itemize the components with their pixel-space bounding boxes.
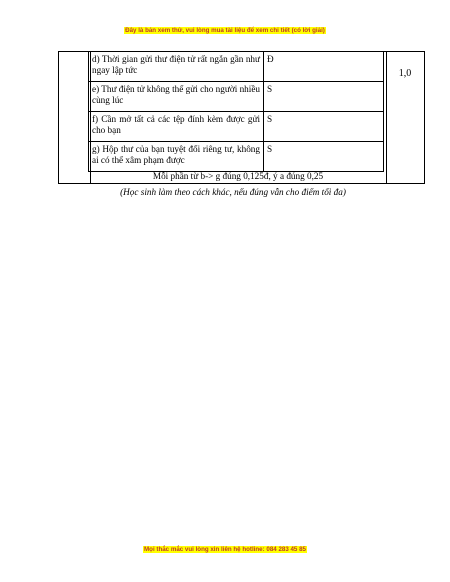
score-value: 1,0 <box>398 68 412 79</box>
contact-hotline-banner <box>0 546 450 553</box>
grading-footnote: (Học sinh làm theo cách khác, nếu đúng vẫn cho điểm tối đa) <box>120 187 346 197</box>
statement-cell: e) Thư điện tử không thể gửi cho người nhiều cùng lúc <box>89 82 264 112</box>
scoring-note: Mỗi phần từ b-> g đúng 0,125đ, ý a đúng 0,25 <box>152 171 324 181</box>
true-false-table <box>88 51 384 172</box>
table-row <box>89 52 384 82</box>
answer-cell: Đ <box>264 52 384 82</box>
preview-notice-text: Đây là bản xem thử, vui lòng mua tài liệu để xem chi tiết (có lời giải) <box>125 27 325 34</box>
table-row <box>89 82 384 112</box>
answer-cell: S <box>264 112 384 142</box>
statement-cell: g) Hộp thư của bạn tuyệt đối riêng tư, không ai có thể xâm phạm được <box>89 142 264 172</box>
statement-cell: f) Cần mở tất cả các tệp đính kèm được gửi cho bạn <box>89 112 264 142</box>
preview-notice-banner <box>0 27 450 34</box>
answer-cell: S <box>264 142 384 172</box>
table-row <box>89 112 384 142</box>
table-row <box>89 142 384 172</box>
answer-cell: S <box>264 82 384 112</box>
hotline-text: Mọi thắc mắc vui lòng xin liên hệ hotline: 084 283 45 85 <box>144 546 306 553</box>
statement-cell: d) Thời gian gửi thư điện tử rất ngắn gần như ngay lập tức <box>89 52 264 82</box>
